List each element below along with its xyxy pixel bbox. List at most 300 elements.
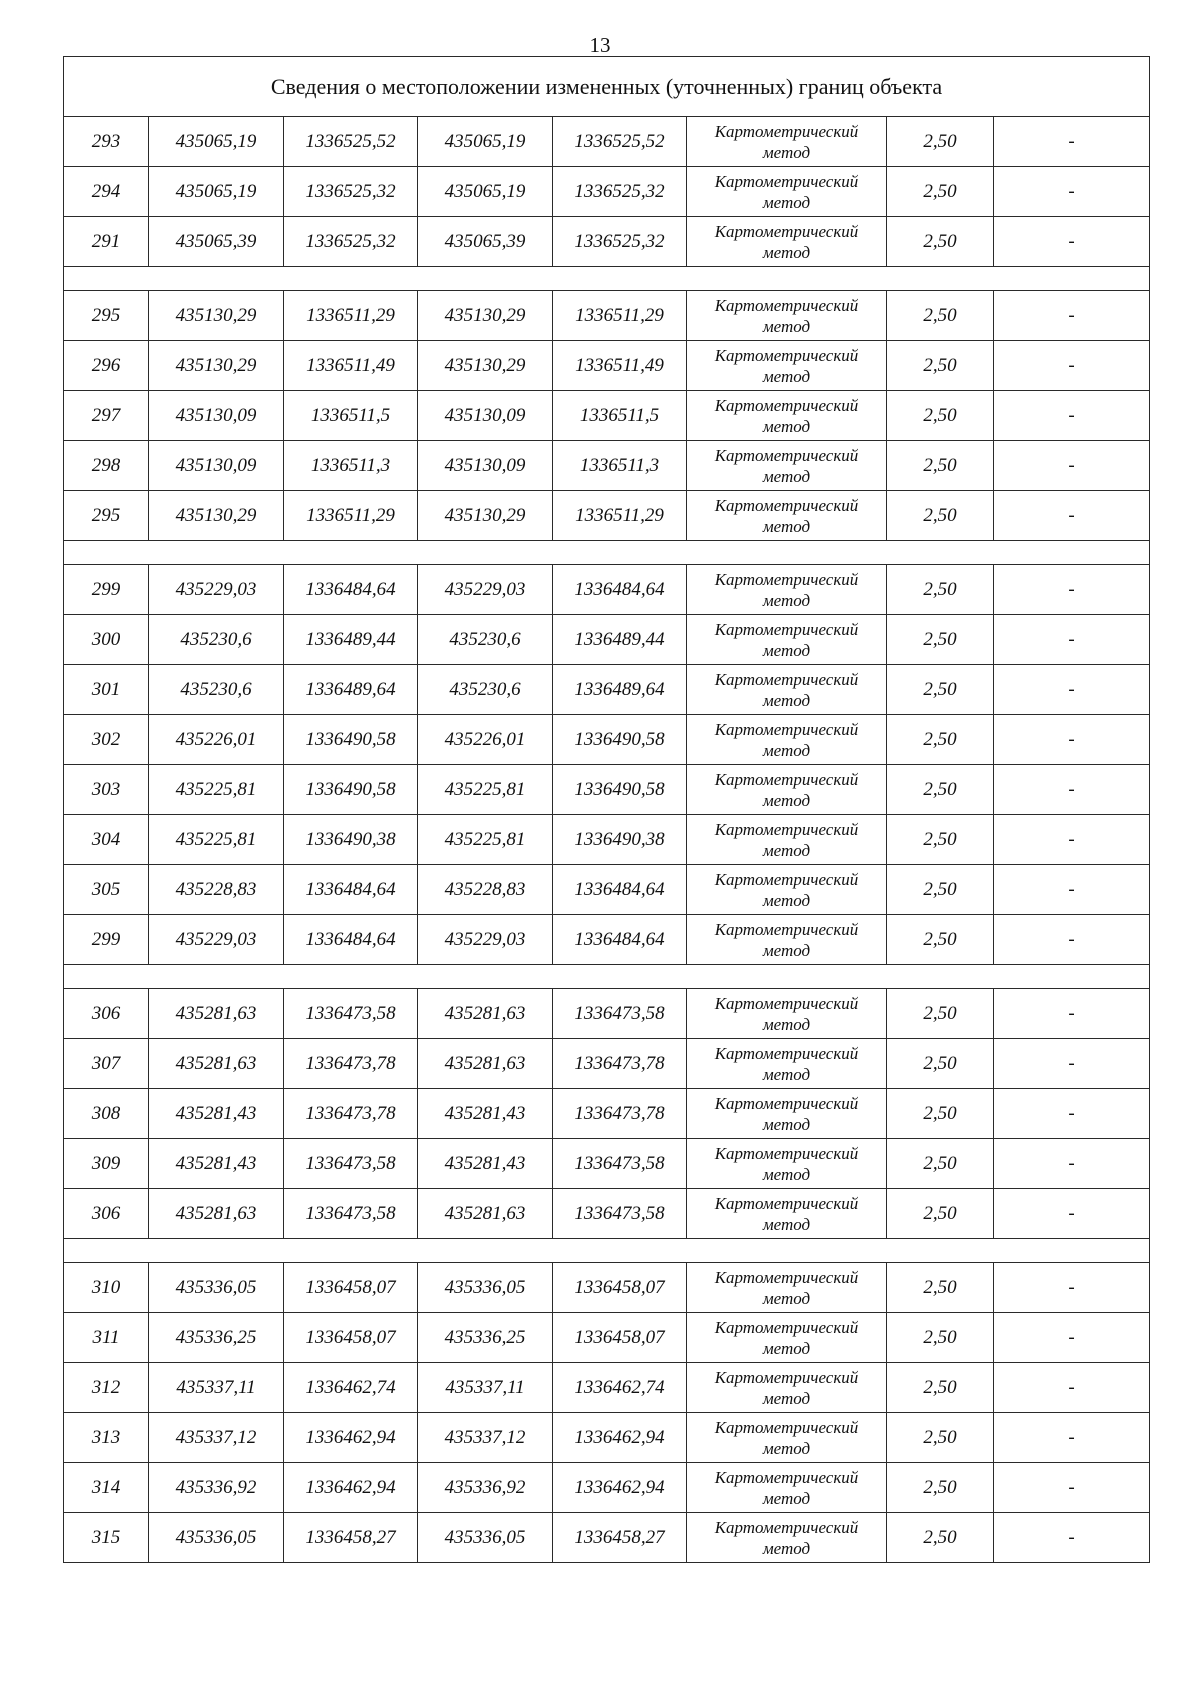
method-line-2: метод <box>762 1164 811 1184</box>
method-line-1: Картометрический <box>714 669 859 689</box>
new-y-cell: 1336473,58 <box>553 1189 687 1239</box>
point-number-cell: 299 <box>64 915 149 965</box>
point-number-cell: 295 <box>64 491 149 541</box>
method-line-1: Картометрический <box>714 1267 859 1287</box>
existing-y-cell: 1336462,94 <box>284 1463 418 1513</box>
existing-x-cell: 435336,92 <box>149 1463 284 1513</box>
description-cell: - <box>994 715 1150 765</box>
new-x-cell: 435337,11 <box>418 1363 553 1413</box>
group-separator-cell <box>64 1239 1150 1263</box>
method-line-2: метод <box>762 242 811 262</box>
new-x-cell: 435230,6 <box>418 665 553 715</box>
method-line-2: метод <box>762 740 811 760</box>
description-cell: - <box>994 989 1150 1039</box>
group-separator-row <box>64 965 1150 989</box>
method-line-2: метод <box>762 790 811 810</box>
existing-x-cell: 435065,19 <box>149 167 284 217</box>
description-cell: - <box>994 391 1150 441</box>
method-line-2: метод <box>762 1488 811 1508</box>
table-row <box>64 217 1150 267</box>
existing-y-cell: 1336490,58 <box>284 765 418 815</box>
description-cell: - <box>994 1463 1150 1513</box>
description-cell: - <box>994 1139 1150 1189</box>
group-separator-row <box>64 267 1150 291</box>
existing-x-cell: 435230,6 <box>149 665 284 715</box>
existing-y-cell: 1336458,07 <box>284 1263 418 1313</box>
description-cell: - <box>994 1039 1150 1089</box>
method-cell <box>687 715 887 765</box>
method-cell <box>687 615 887 665</box>
method-line-1: Картометрический <box>714 1417 859 1437</box>
description-cell: - <box>994 1189 1150 1239</box>
accuracy-cell: 2,50 <box>887 765 994 815</box>
description-cell: - <box>994 1363 1150 1413</box>
method-line-2: метод <box>762 1438 811 1458</box>
table-row <box>64 665 1150 715</box>
new-x-cell: 435130,29 <box>418 341 553 391</box>
existing-x-cell: 435336,05 <box>149 1513 284 1563</box>
method-line-2: метод <box>762 366 811 386</box>
point-number-cell: 305 <box>64 865 149 915</box>
accuracy-cell: 2,50 <box>887 167 994 217</box>
accuracy-cell: 2,50 <box>887 1413 994 1463</box>
description-cell: - <box>994 491 1150 541</box>
method-cell <box>687 989 887 1039</box>
new-y-cell: 1336462,74 <box>553 1363 687 1413</box>
page-number: 13 <box>589 33 611 57</box>
new-x-cell: 435229,03 <box>418 915 553 965</box>
description-cell: - <box>994 1313 1150 1363</box>
method-line-1: Картометрический <box>714 295 859 315</box>
point-number-cell: 296 <box>64 341 149 391</box>
method-line-2: метод <box>762 1538 811 1558</box>
new-x-cell: 435336,05 <box>418 1513 553 1563</box>
table-row <box>64 815 1150 865</box>
existing-x-cell: 435130,09 <box>149 391 284 441</box>
accuracy-cell: 2,50 <box>887 565 994 615</box>
description-cell: - <box>994 341 1150 391</box>
method-cell <box>687 391 887 441</box>
method-cell <box>687 1363 887 1413</box>
method-line-2: метод <box>762 516 811 536</box>
table-row <box>64 491 1150 541</box>
group-separator-row <box>64 1239 1150 1263</box>
new-x-cell: 435225,81 <box>418 815 553 865</box>
new-y-cell: 1336473,78 <box>553 1039 687 1089</box>
method-line-1: Картометрический <box>714 171 859 191</box>
new-y-cell: 1336484,64 <box>553 565 687 615</box>
existing-x-cell: 435229,03 <box>149 565 284 615</box>
method-line-1: Картометрический <box>714 1517 859 1537</box>
new-x-cell: 435230,6 <box>418 615 553 665</box>
method-cell <box>687 117 887 167</box>
accuracy-cell: 2,50 <box>887 1039 994 1089</box>
existing-x-cell: 435130,29 <box>149 491 284 541</box>
table-row <box>64 1139 1150 1189</box>
description-cell: - <box>994 915 1150 965</box>
existing-y-cell: 1336490,58 <box>284 715 418 765</box>
point-number-cell: 311 <box>64 1313 149 1363</box>
table-row <box>64 865 1150 915</box>
accuracy-cell: 2,50 <box>887 341 994 391</box>
new-x-cell: 435130,29 <box>418 491 553 541</box>
existing-y-cell: 1336490,38 <box>284 815 418 865</box>
description-cell: - <box>994 815 1150 865</box>
point-number-cell: 291 <box>64 217 149 267</box>
table-body <box>64 57 1150 1563</box>
new-x-cell: 435281,63 <box>418 989 553 1039</box>
new-x-cell: 435229,03 <box>418 565 553 615</box>
new-x-cell: 435281,63 <box>418 1039 553 1089</box>
new-y-cell: 1336511,5 <box>553 391 687 441</box>
existing-y-cell: 1336473,58 <box>284 1189 418 1239</box>
new-y-cell: 1336511,3 <box>553 441 687 491</box>
table-row <box>64 291 1150 341</box>
point-number-cell: 293 <box>64 117 149 167</box>
table-row <box>64 117 1150 167</box>
existing-x-cell: 435337,11 <box>149 1363 284 1413</box>
existing-x-cell: 435337,12 <box>149 1413 284 1463</box>
new-y-cell: 1336511,49 <box>553 341 687 391</box>
point-number-cell: 306 <box>64 989 149 1039</box>
description-cell: - <box>994 1089 1150 1139</box>
new-x-cell: 435336,92 <box>418 1463 553 1513</box>
new-x-cell: 435130,09 <box>418 391 553 441</box>
method-cell <box>687 491 887 541</box>
point-number-cell: 301 <box>64 665 149 715</box>
new-y-cell: 1336462,94 <box>553 1413 687 1463</box>
accuracy-cell: 2,50 <box>887 1089 994 1139</box>
table-row <box>64 391 1150 441</box>
table-title-row <box>64 57 1150 117</box>
table-row <box>64 1263 1150 1313</box>
description-cell: - <box>994 441 1150 491</box>
method-cell <box>687 1513 887 1563</box>
new-y-cell: 1336458,27 <box>553 1513 687 1563</box>
method-line-2: метод <box>762 1014 811 1034</box>
method-line-1: Картометрический <box>714 919 859 939</box>
new-x-cell: 435225,81 <box>418 765 553 815</box>
point-number-cell: 294 <box>64 167 149 217</box>
method-cell <box>687 1139 887 1189</box>
method-line-1: Картометрический <box>714 819 859 839</box>
table-row <box>64 765 1150 815</box>
accuracy-cell: 2,50 <box>887 217 994 267</box>
method-line-1: Картометрический <box>714 1093 859 1113</box>
table-row <box>64 915 1150 965</box>
method-line-1: Картометрический <box>714 395 859 415</box>
existing-x-cell: 435225,81 <box>149 765 284 815</box>
existing-x-cell: 435226,01 <box>149 715 284 765</box>
point-number-cell: 304 <box>64 815 149 865</box>
description-cell: - <box>994 1263 1150 1313</box>
new-y-cell: 1336484,64 <box>553 915 687 965</box>
method-line-2: метод <box>762 192 811 212</box>
existing-y-cell: 1336511,5 <box>284 391 418 441</box>
existing-y-cell: 1336489,44 <box>284 615 418 665</box>
new-y-cell: 1336525,52 <box>553 117 687 167</box>
method-line-1: Картометрический <box>714 221 859 241</box>
description-cell: - <box>994 1513 1150 1563</box>
existing-y-cell: 1336473,78 <box>284 1039 418 1089</box>
point-number-cell: 300 <box>64 615 149 665</box>
new-x-cell: 435130,09 <box>418 441 553 491</box>
table-row <box>64 1089 1150 1139</box>
method-line-2: метод <box>762 1388 811 1408</box>
new-y-cell: 1336473,58 <box>553 989 687 1039</box>
table-row <box>64 1189 1150 1239</box>
existing-x-cell: 435065,19 <box>149 117 284 167</box>
accuracy-cell: 2,50 <box>887 1363 994 1413</box>
method-line-2: метод <box>762 466 811 486</box>
group-separator-row <box>64 541 1150 565</box>
existing-y-cell: 1336511,49 <box>284 341 418 391</box>
point-number-cell: 306 <box>64 1189 149 1239</box>
new-y-cell: 1336458,07 <box>553 1313 687 1363</box>
method-cell <box>687 1189 887 1239</box>
method-cell <box>687 665 887 715</box>
new-y-cell: 1336490,58 <box>553 715 687 765</box>
new-x-cell: 435281,63 <box>418 1189 553 1239</box>
new-x-cell: 435336,25 <box>418 1313 553 1363</box>
existing-x-cell: 435229,03 <box>149 915 284 965</box>
existing-y-cell: 1336484,64 <box>284 915 418 965</box>
method-line-1: Картометрический <box>714 121 859 141</box>
group-separator-cell <box>64 541 1150 565</box>
accuracy-cell: 2,50 <box>887 291 994 341</box>
method-cell <box>687 815 887 865</box>
accuracy-cell: 2,50 <box>887 1139 994 1189</box>
existing-y-cell: 1336525,52 <box>284 117 418 167</box>
table-row <box>64 1513 1150 1563</box>
new-y-cell: 1336462,94 <box>553 1463 687 1513</box>
new-x-cell: 435281,43 <box>418 1089 553 1139</box>
method-line-2: метод <box>762 640 811 660</box>
new-y-cell: 1336473,58 <box>553 1139 687 1189</box>
method-line-1: Картометрический <box>714 1317 859 1337</box>
description-cell: - <box>994 565 1150 615</box>
method-cell <box>687 341 887 391</box>
point-number-cell: 303 <box>64 765 149 815</box>
accuracy-cell: 2,50 <box>887 615 994 665</box>
new-y-cell: 1336525,32 <box>553 167 687 217</box>
description-cell: - <box>994 665 1150 715</box>
new-x-cell: 435130,29 <box>418 291 553 341</box>
existing-x-cell: 435281,43 <box>149 1139 284 1189</box>
existing-x-cell: 435281,63 <box>149 989 284 1039</box>
description-cell: - <box>994 765 1150 815</box>
accuracy-cell: 2,50 <box>887 715 994 765</box>
new-y-cell: 1336511,29 <box>553 491 687 541</box>
method-line-1: Картометрический <box>714 1143 859 1163</box>
method-line-2: метод <box>762 690 811 710</box>
existing-x-cell: 435336,25 <box>149 1313 284 1363</box>
point-number-cell: 299 <box>64 565 149 615</box>
method-cell <box>687 1463 887 1513</box>
accuracy-cell: 2,50 <box>887 491 994 541</box>
method-cell <box>687 217 887 267</box>
table-row <box>64 1313 1150 1363</box>
point-number-cell: 295 <box>64 291 149 341</box>
method-line-2: метод <box>762 142 811 162</box>
point-number-cell: 310 <box>64 1263 149 1313</box>
existing-y-cell: 1336458,07 <box>284 1313 418 1363</box>
point-number-cell: 308 <box>64 1089 149 1139</box>
table-row <box>64 989 1150 1039</box>
accuracy-cell: 2,50 <box>887 1263 994 1313</box>
existing-y-cell: 1336473,58 <box>284 1139 418 1189</box>
method-cell <box>687 291 887 341</box>
new-x-cell: 435337,12 <box>418 1413 553 1463</box>
existing-x-cell: 435230,6 <box>149 615 284 665</box>
method-line-1: Картометрический <box>714 993 859 1013</box>
method-line-1: Картометрический <box>714 1467 859 1487</box>
description-cell: - <box>994 217 1150 267</box>
method-line-2: метод <box>762 890 811 910</box>
method-line-2: метод <box>762 1214 811 1234</box>
existing-y-cell: 1336525,32 <box>284 217 418 267</box>
point-number-cell: 309 <box>64 1139 149 1189</box>
new-y-cell: 1336525,32 <box>553 217 687 267</box>
existing-x-cell: 435228,83 <box>149 865 284 915</box>
description-cell: - <box>994 1413 1150 1463</box>
existing-y-cell: 1336484,64 <box>284 865 418 915</box>
method-line-2: метод <box>762 1338 811 1358</box>
method-cell <box>687 167 887 217</box>
method-cell <box>687 765 887 815</box>
existing-y-cell: 1336473,58 <box>284 989 418 1039</box>
new-y-cell: 1336489,44 <box>553 615 687 665</box>
existing-x-cell: 435130,09 <box>149 441 284 491</box>
method-line-1: Картометрический <box>714 1367 859 1387</box>
point-number-cell: 307 <box>64 1039 149 1089</box>
method-line-1: Картометрический <box>714 619 859 639</box>
existing-y-cell: 1336462,74 <box>284 1363 418 1413</box>
new-y-cell: 1336458,07 <box>553 1263 687 1313</box>
existing-x-cell: 435281,63 <box>149 1189 284 1239</box>
accuracy-cell: 2,50 <box>887 815 994 865</box>
description-cell: - <box>994 865 1150 915</box>
new-x-cell: 435065,19 <box>418 117 553 167</box>
new-x-cell: 435065,19 <box>418 167 553 217</box>
table-row <box>64 715 1150 765</box>
table-row <box>64 1363 1150 1413</box>
method-cell <box>687 1263 887 1313</box>
existing-y-cell: 1336473,78 <box>284 1089 418 1139</box>
method-line-1: Картометрический <box>714 345 859 365</box>
existing-x-cell: 435065,39 <box>149 217 284 267</box>
group-separator-cell <box>64 267 1150 291</box>
method-line-1: Картометрический <box>714 569 859 589</box>
method-cell <box>687 565 887 615</box>
method-line-2: метод <box>762 416 811 436</box>
table-row <box>64 1413 1150 1463</box>
existing-x-cell: 435225,81 <box>149 815 284 865</box>
existing-y-cell: 1336511,3 <box>284 441 418 491</box>
table-row <box>64 615 1150 665</box>
method-line-1: Картометрический <box>714 445 859 465</box>
existing-y-cell: 1336484,64 <box>284 565 418 615</box>
new-x-cell: 435228,83 <box>418 865 553 915</box>
existing-y-cell: 1336489,64 <box>284 665 418 715</box>
table-row <box>64 1039 1150 1089</box>
new-y-cell: 1336484,64 <box>553 865 687 915</box>
method-line-2: метод <box>762 316 811 336</box>
method-cell <box>687 1039 887 1089</box>
method-line-2: метод <box>762 840 811 860</box>
method-line-2: метод <box>762 590 811 610</box>
method-line-1: Картометрический <box>714 769 859 789</box>
accuracy-cell: 2,50 <box>887 441 994 491</box>
method-line-1: Картометрический <box>714 1043 859 1063</box>
existing-y-cell: 1336458,27 <box>284 1513 418 1563</box>
point-number-cell: 313 <box>64 1413 149 1463</box>
method-cell <box>687 865 887 915</box>
existing-x-cell: 435130,29 <box>149 341 284 391</box>
new-x-cell: 435226,01 <box>418 715 553 765</box>
point-number-cell: 314 <box>64 1463 149 1513</box>
point-number-cell: 302 <box>64 715 149 765</box>
method-line-1: Картометрический <box>714 719 859 739</box>
existing-y-cell: 1336511,29 <box>284 491 418 541</box>
existing-y-cell: 1336462,94 <box>284 1413 418 1463</box>
new-y-cell: 1336490,58 <box>553 765 687 815</box>
group-separator-cell <box>64 965 1150 989</box>
point-number-cell: 298 <box>64 441 149 491</box>
existing-x-cell: 435281,43 <box>149 1089 284 1139</box>
existing-x-cell: 435281,63 <box>149 1039 284 1089</box>
new-x-cell: 435281,43 <box>418 1139 553 1189</box>
accuracy-cell: 2,50 <box>887 865 994 915</box>
accuracy-cell: 2,50 <box>887 1313 994 1363</box>
accuracy-cell: 2,50 <box>887 1513 994 1563</box>
new-y-cell: 1336489,64 <box>553 665 687 715</box>
accuracy-cell: 2,50 <box>887 989 994 1039</box>
accuracy-cell: 2,50 <box>887 391 994 441</box>
description-cell: - <box>994 117 1150 167</box>
method-line-2: метод <box>762 1288 811 1308</box>
method-line-2: метод <box>762 940 811 960</box>
method-cell <box>687 1413 887 1463</box>
existing-y-cell: 1336511,29 <box>284 291 418 341</box>
existing-x-cell: 435130,29 <box>149 291 284 341</box>
accuracy-cell: 2,50 <box>887 915 994 965</box>
new-x-cell: 435336,05 <box>418 1263 553 1313</box>
description-cell: - <box>994 615 1150 665</box>
point-number-cell: 315 <box>64 1513 149 1563</box>
accuracy-cell: 2,50 <box>887 665 994 715</box>
existing-y-cell: 1336525,32 <box>284 167 418 217</box>
method-line-1: Картометрический <box>714 495 859 515</box>
method-line-2: метод <box>762 1064 811 1084</box>
new-y-cell: 1336473,78 <box>553 1089 687 1139</box>
accuracy-cell: 2,50 <box>887 1189 994 1239</box>
point-number-cell: 297 <box>64 391 149 441</box>
method-line-2: метод <box>762 1114 811 1134</box>
new-y-cell: 1336511,29 <box>553 291 687 341</box>
method-cell <box>687 1089 887 1139</box>
table-title: Сведения о местоположении измененных (уточненных) границ объекта <box>64 57 1150 117</box>
method-cell <box>687 915 887 965</box>
table-row <box>64 565 1150 615</box>
method-cell <box>687 441 887 491</box>
boundary-table-container <box>63 56 1149 1563</box>
method-line-1: Картометрический <box>714 869 859 889</box>
new-x-cell: 435065,39 <box>418 217 553 267</box>
table-row <box>64 167 1150 217</box>
accuracy-cell: 2,50 <box>887 1463 994 1513</box>
method-cell <box>687 1313 887 1363</box>
